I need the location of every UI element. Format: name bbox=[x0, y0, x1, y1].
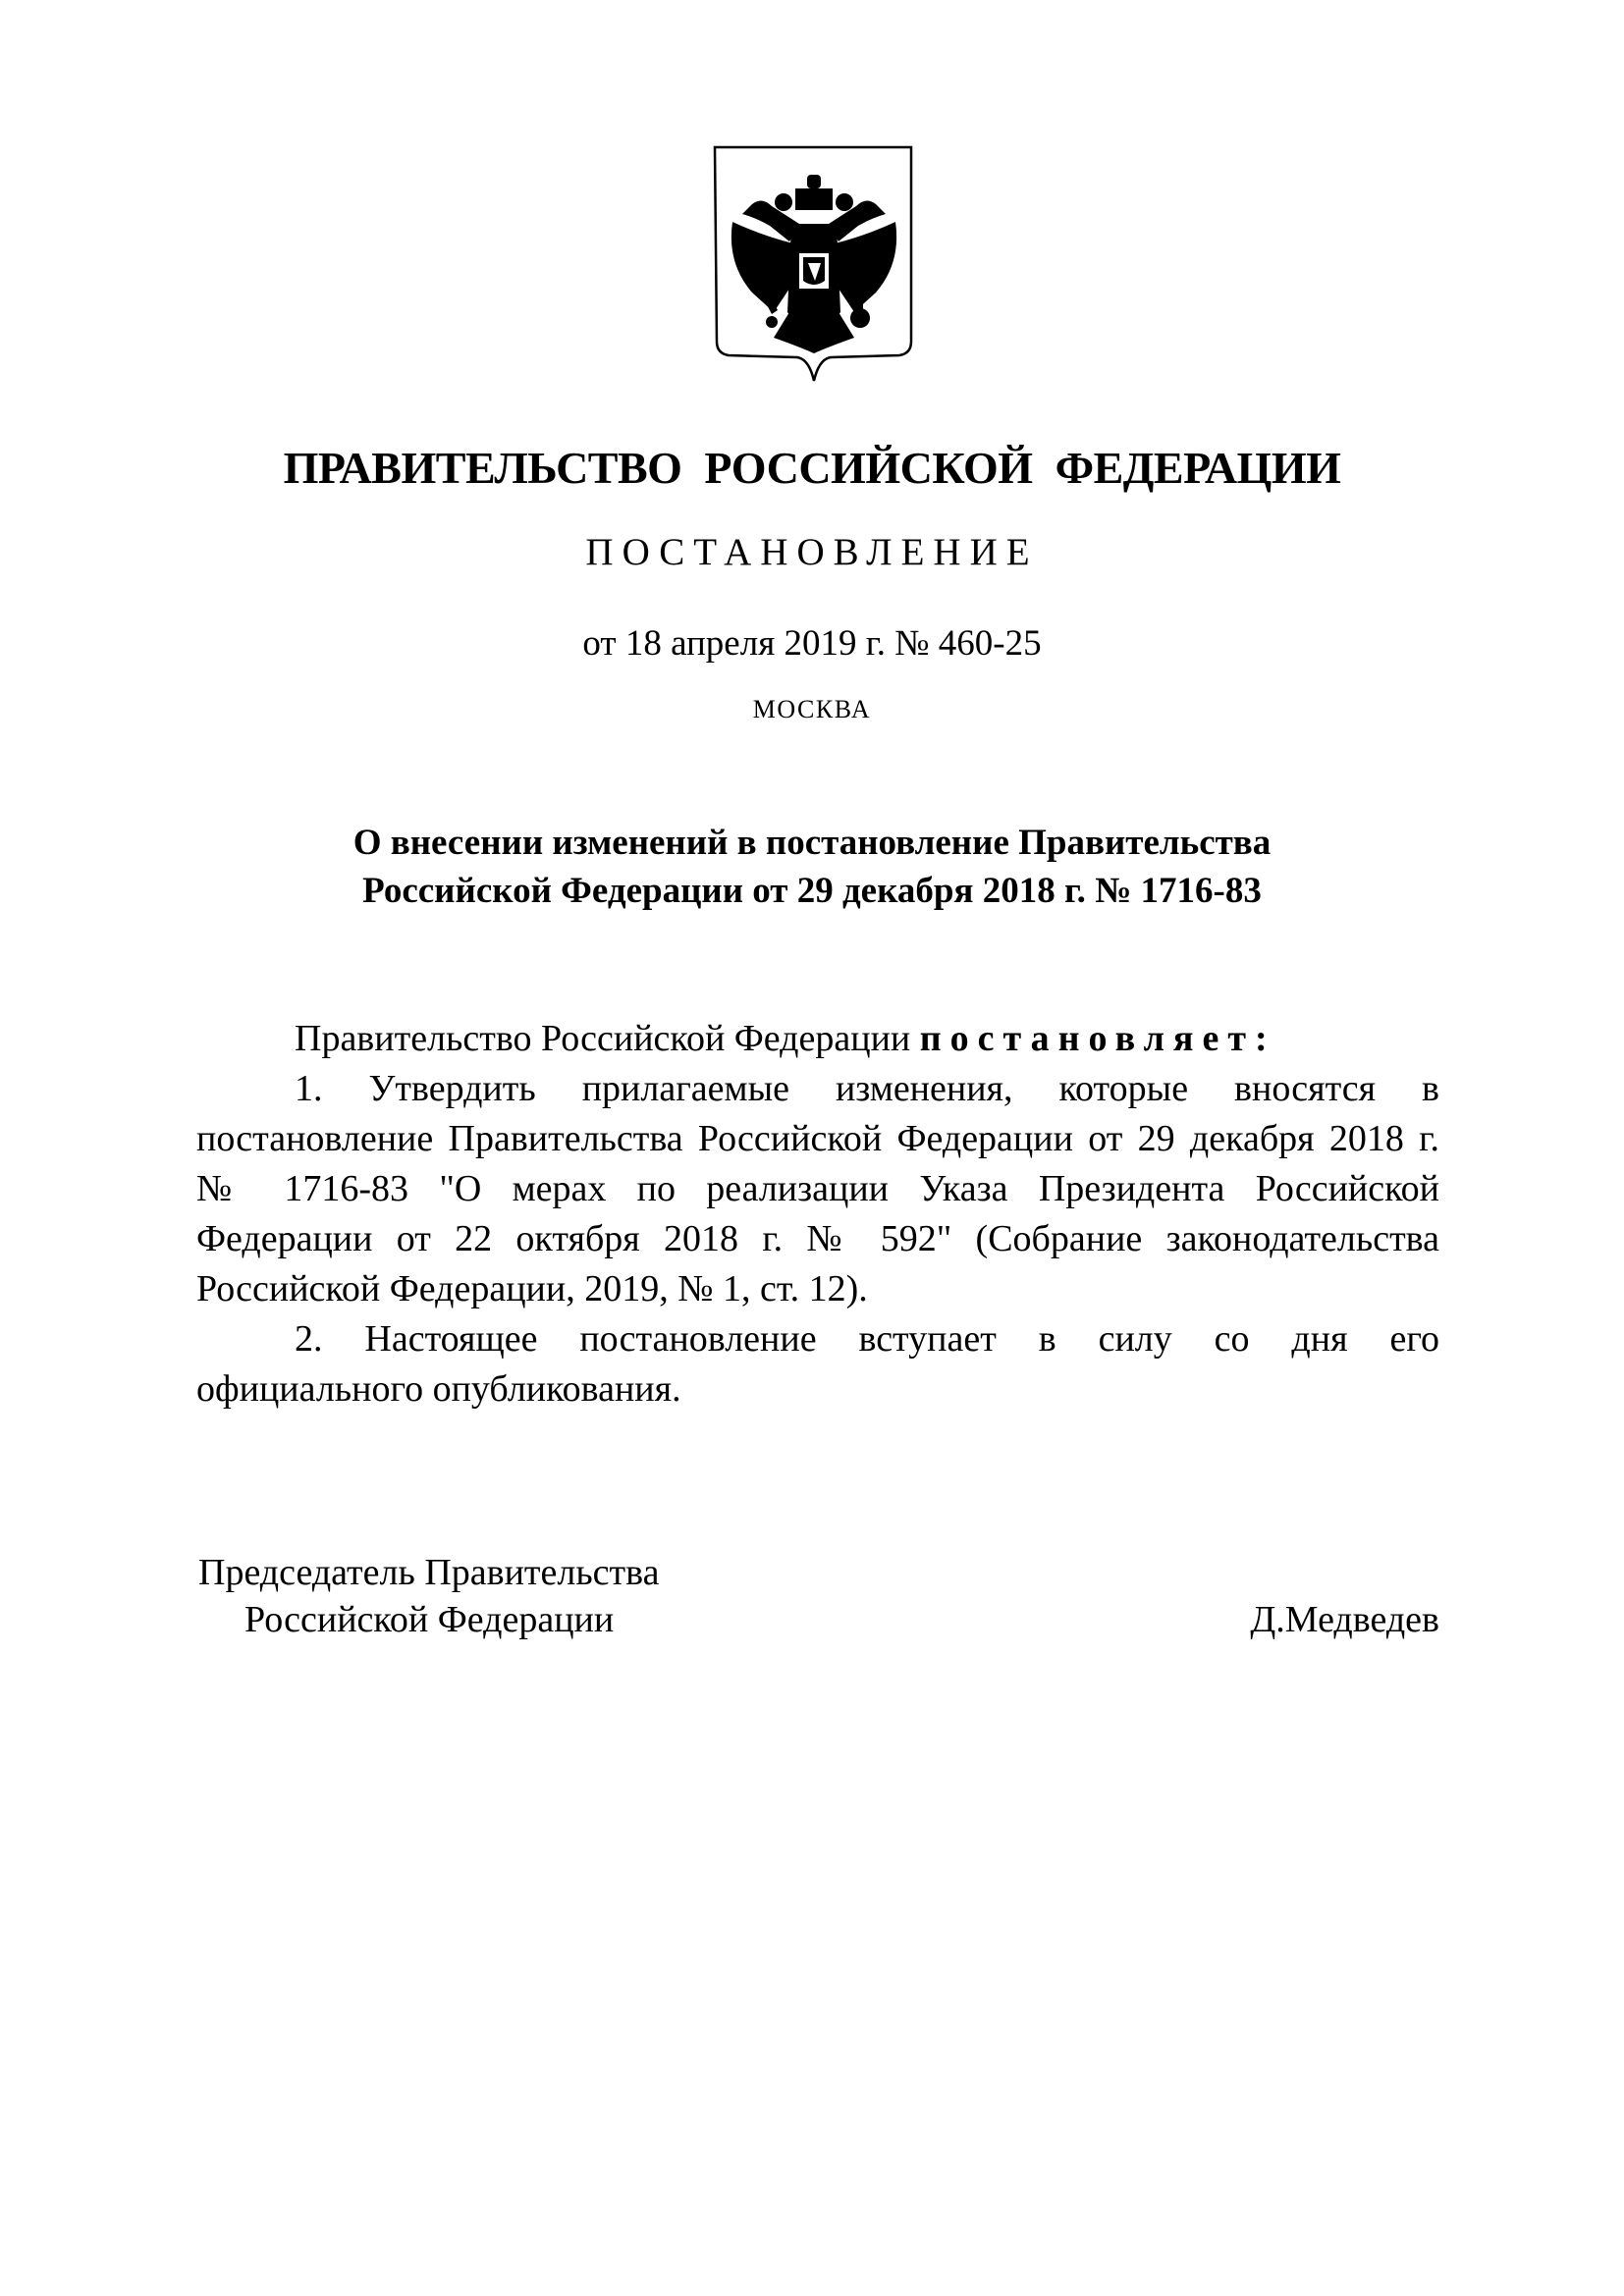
paragraph-line: Российской Федерации, 2019, № 1, ст. 12). bbox=[196, 1268, 868, 1309]
government-title: ПРАВИТЕЛЬСТВО РОССИЙСКОЙ ФЕДЕРАЦИИ bbox=[283, 443, 1341, 493]
document-title-line: Российской Федерации от 29 декабря 2018 г. № 1716-83 bbox=[362, 871, 1262, 911]
intro-line bbox=[196, 1014, 1439, 1064]
paragraph-line: № 1716-83 "О мерах по реализации Указа Президента Российской bbox=[196, 1168, 1439, 1209]
document-date-number: от 18 апреля 2019 г. № 460-25 bbox=[582, 623, 1042, 664]
document-title-line: О внесении изменений в постановление Правительства bbox=[352, 823, 1272, 863]
paragraph-line: официального опубликования. bbox=[196, 1368, 681, 1410]
intro-text: Правительство Российской Федерации bbox=[295, 1018, 920, 1059]
signatory-position: Российской Федерации bbox=[244, 1599, 615, 1640]
paragraph-line: постановление Правительства Российской Федерации от 29 декабря 2018 г. bbox=[196, 1118, 1439, 1159]
signatory-name: Д.Медведев bbox=[1250, 1599, 1439, 1640]
paragraph-line: Федерации от 22 октября 2018 г. № 592" (Собрание законодательства bbox=[196, 1218, 1439, 1259]
intro-verb: постановляет: bbox=[919, 1018, 1276, 1059]
paragraph-line: 1. Утвердить прилагаемые изменения, которые вносятся в bbox=[295, 1068, 1439, 1109]
signatory-position: Председатель Правительства bbox=[198, 1552, 660, 1593]
document-city: МОСКВА bbox=[752, 695, 872, 723]
document-type: ПОСТАНОВЛЕНИЕ bbox=[585, 531, 1039, 573]
document-body bbox=[196, 1014, 1439, 1415]
russian-coat-of-arms-icon bbox=[713, 145, 915, 383]
paragraph-line: 2. Настоящее постановление вступает в силу со дня его bbox=[295, 1318, 1439, 1360]
